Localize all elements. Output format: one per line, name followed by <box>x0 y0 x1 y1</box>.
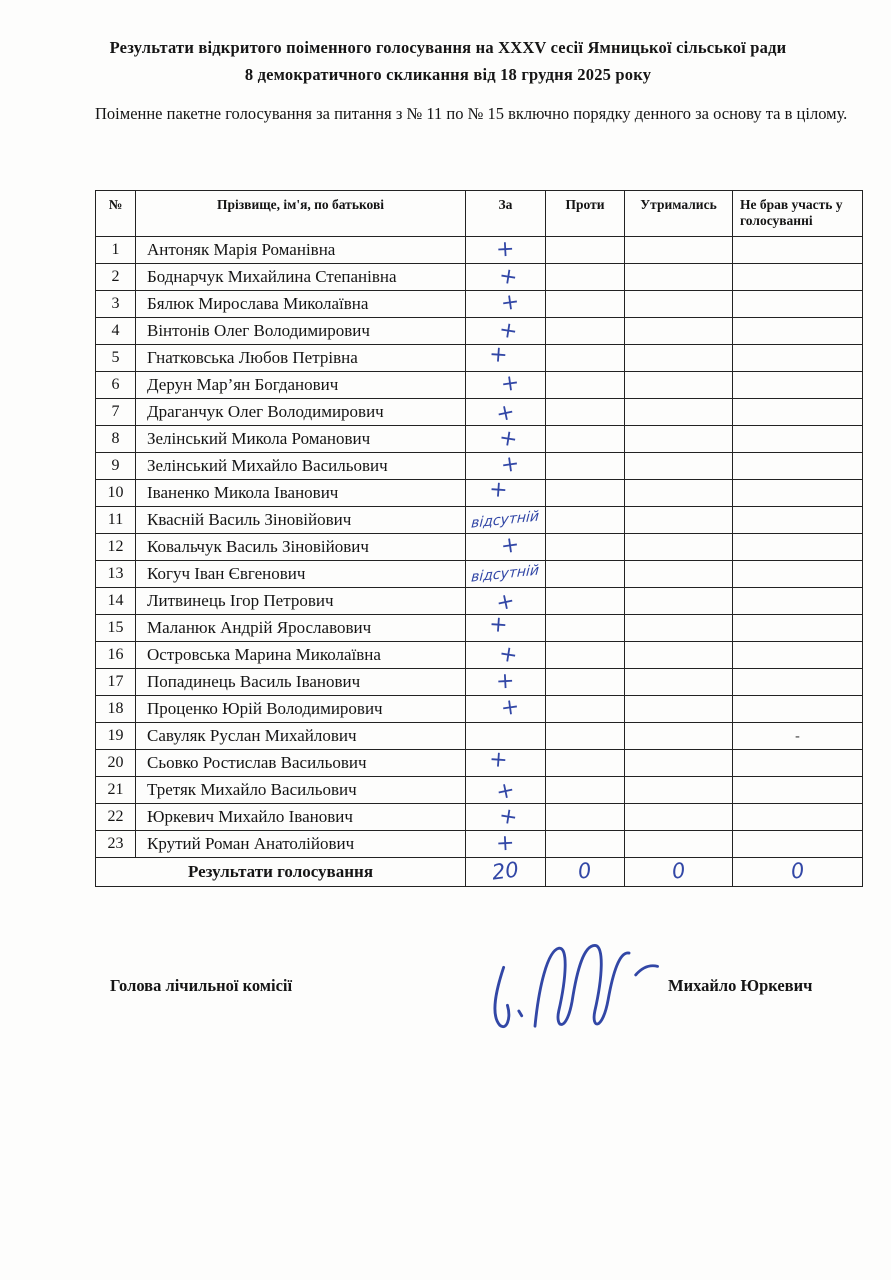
table-row <box>96 831 863 858</box>
vote-did-not-vote-cell <box>733 264 863 291</box>
vote-plus-mark: + <box>488 476 509 503</box>
vote-plus-mark: + <box>495 830 516 856</box>
header-for: За <box>466 191 546 237</box>
vote-for-cell <box>466 723 546 750</box>
vote-plus-mark: + <box>488 341 509 368</box>
vote-plus-mark: + <box>499 450 522 478</box>
vote-did-not-vote-cell <box>733 804 863 831</box>
vote-plus-mark: + <box>488 746 509 773</box>
vote-plus-mark: + <box>495 236 516 262</box>
table-row <box>96 345 863 372</box>
vote-for-cell <box>466 777 546 804</box>
document-title-line1: Результати відкритого поіменного голосування на XXXV сесії Ямницької сільської ради <box>109 38 787 57</box>
vote-plus-mark: + <box>497 316 520 345</box>
document-title-line2: 8 демократичного скликання від 18 грудня 2025 року <box>244 65 652 84</box>
table-row <box>96 588 863 615</box>
table-row <box>96 399 863 426</box>
row-number: 9 <box>96 453 136 480</box>
vote-against-cell <box>546 399 625 426</box>
table-row <box>96 696 863 723</box>
vote-plus-mark: + <box>488 611 509 638</box>
vote-against-cell <box>546 642 625 669</box>
vote-did-not-vote-cell <box>733 372 863 399</box>
vote-abstained-cell <box>625 507 733 534</box>
vote-did-not-vote-cell <box>733 777 863 804</box>
vote-did-not-vote-cell <box>733 345 863 372</box>
table-row <box>96 777 863 804</box>
deputy-name: Савуляк Руслан Михайлович <box>136 723 466 750</box>
vote-plus-mark: + <box>494 398 518 428</box>
vote-plus-mark: + <box>499 693 522 721</box>
deputy-name: Литвинець Ігор Петрович <box>136 588 466 615</box>
deputy-name: Гнатковська Любов Петрівна <box>136 345 466 372</box>
table-row <box>96 264 863 291</box>
vote-for-cell <box>466 804 546 831</box>
vote-did-not-vote-cell <box>733 480 863 507</box>
vote-for-cell <box>466 288 546 318</box>
vote-against-cell <box>546 777 625 804</box>
row-number: 4 <box>96 318 136 345</box>
vote-abstained-cell <box>625 480 733 507</box>
vote-did-not-vote-cell <box>733 453 863 480</box>
vote-for-cell <box>466 426 546 453</box>
row-number: 21 <box>96 777 136 804</box>
row-number: 2 <box>96 264 136 291</box>
row-number: 7 <box>96 399 136 426</box>
vote-against-cell <box>546 723 625 750</box>
vote-did-not-vote-cell <box>733 534 863 561</box>
table-row <box>96 291 863 318</box>
table-row <box>96 453 863 480</box>
deputy-name: Зелінський Михайло Васильович <box>136 453 466 480</box>
table-row <box>96 750 863 777</box>
vote-for-cell <box>466 531 546 561</box>
vote-did-not-vote-cell <box>733 426 863 453</box>
deputy-name: Крутий Роман Анатолійович <box>136 831 466 858</box>
header-number: № <box>96 191 136 237</box>
vote-plus-mark: + <box>495 668 516 694</box>
vote-against-cell <box>546 318 625 345</box>
vote-did-not-vote-cell <box>733 669 863 696</box>
vote-plus-mark: + <box>499 288 522 316</box>
vote-for-cell <box>466 831 546 858</box>
table-row <box>96 804 863 831</box>
table-header-row <box>96 191 863 237</box>
row-number: 19 <box>96 723 136 750</box>
vote-did-not-vote-cell <box>733 642 863 669</box>
row-number: 22 <box>96 804 136 831</box>
row-number: 3 <box>96 291 136 318</box>
vote-against-cell <box>546 237 625 264</box>
deputy-name: Островська Марина Миколаївна <box>136 642 466 669</box>
vote-abstained-cell <box>625 750 733 777</box>
vote-for-cell <box>466 693 546 723</box>
vote-against-cell <box>546 480 625 507</box>
table-row <box>96 426 863 453</box>
vote-against-cell <box>546 831 625 858</box>
deputy-name: Ковальчук Василь Зіновійович <box>136 534 466 561</box>
vote-for-cell <box>466 507 546 534</box>
row-number: 8 <box>96 426 136 453</box>
handwritten-absent-note: відсутній <box>471 508 540 532</box>
row-number: 15 <box>96 615 136 642</box>
vote-for-cell <box>466 476 546 507</box>
header-full-name: Прізвище, ім'я, по батькові <box>136 191 466 237</box>
deputy-name: Сьовко Ростислав Васильович <box>136 750 466 777</box>
handwritten-total-against: 0 <box>576 858 594 884</box>
vote-for-cell <box>466 341 546 372</box>
header-abstained: Утримались <box>625 191 733 237</box>
row-number: 10 <box>96 480 136 507</box>
vote-abstained-cell <box>625 372 733 399</box>
table-row <box>96 723 863 750</box>
deputy-name: Маланюк Андрій Ярославович <box>136 615 466 642</box>
table-row <box>96 237 863 264</box>
vote-against-cell <box>546 561 625 588</box>
deputy-name: Дерун Мар’ян Богданович <box>136 372 466 399</box>
deputy-name: Боднарчук Михайлина Степанівна <box>136 264 466 291</box>
vote-did-not-vote-cell <box>733 831 863 858</box>
table-row <box>96 615 863 642</box>
document-title <box>48 34 848 88</box>
voting-results-table <box>95 190 863 887</box>
vote-did-not-vote-cell <box>733 615 863 642</box>
vote-plus-mark: + <box>499 531 522 559</box>
table-row <box>96 318 863 345</box>
vote-for-cell <box>466 588 546 615</box>
commission-head-label: Голова лічильної комісії <box>110 976 293 995</box>
vote-for-cell <box>466 561 546 588</box>
vote-did-not-vote-cell <box>733 561 863 588</box>
results-abstained-cell <box>625 858 733 887</box>
vote-did-not-vote-cell <box>733 588 863 615</box>
vote-plus-mark: + <box>497 802 520 831</box>
vote-plus-mark: + <box>494 776 518 806</box>
table-row <box>96 480 863 507</box>
commission-head-name: Михайло Юркевич <box>668 976 813 995</box>
table-footer <box>96 858 863 887</box>
table-row <box>96 372 863 399</box>
vote-plus-mark: + <box>497 424 520 453</box>
deputy-name: Юркевич Михайло Іванович <box>136 804 466 831</box>
vote-abstained-cell <box>625 615 733 642</box>
row-number: 13 <box>96 561 136 588</box>
header-did-not-vote: Не брав участь у голосуванні <box>733 191 863 237</box>
table-row <box>96 669 863 696</box>
table-row <box>96 534 863 561</box>
vote-abstained-cell <box>625 453 733 480</box>
handwritten-signature-icon <box>478 932 668 1052</box>
deputy-name: Іваненко Микола Іванович <box>136 480 466 507</box>
vote-against-cell <box>546 291 625 318</box>
vote-plus-mark: + <box>499 369 522 397</box>
vote-did-not-vote-cell <box>733 291 863 318</box>
vote-abstained-cell <box>625 264 733 291</box>
vote-did-not-vote-cell <box>733 723 863 750</box>
vote-did-not-vote-cell <box>733 399 863 426</box>
signature-block <box>0 920 891 1080</box>
results-against-cell <box>546 858 625 887</box>
handwritten-total-did-not-vote: 0 <box>789 858 806 884</box>
vote-abstained-cell <box>625 804 733 831</box>
vote-plus-mark: + <box>497 640 520 669</box>
vote-for-cell <box>466 642 546 669</box>
vote-abstained-cell <box>625 399 733 426</box>
vote-against-cell <box>546 372 625 399</box>
row-number: 16 <box>96 642 136 669</box>
row-number: 1 <box>96 237 136 264</box>
vote-dash-mark: - <box>795 729 800 744</box>
deputy-name: Зелінський Микола Романович <box>136 426 466 453</box>
vote-did-not-vote-cell <box>733 507 863 534</box>
vote-abstained-cell <box>625 642 733 669</box>
table-header <box>96 191 863 237</box>
vote-against-cell <box>546 588 625 615</box>
deputy-name: Попадинець Василь Іванович <box>136 669 466 696</box>
vote-abstained-cell <box>625 723 733 750</box>
vote-plus-mark: + <box>497 262 520 291</box>
deputy-name: Бялюк Мирослава Миколаївна <box>136 291 466 318</box>
vote-for-cell <box>466 611 546 642</box>
vote-for-cell <box>466 399 546 426</box>
row-number: 5 <box>96 345 136 372</box>
table-row <box>96 642 863 669</box>
results-row <box>96 858 863 887</box>
vote-abstained-cell <box>625 426 733 453</box>
document-subtitle: Поіменне пакетне голосування за питання з № 11 по № 15 включно порядку денного за основу та в цілому. <box>95 104 848 123</box>
vote-for-cell <box>466 264 546 291</box>
vote-against-cell <box>546 750 625 777</box>
row-number: 11 <box>96 507 136 534</box>
vote-abstained-cell <box>625 831 733 858</box>
vote-for-cell <box>466 318 546 345</box>
vote-for-cell <box>466 237 546 264</box>
vote-against-cell <box>546 615 625 642</box>
deputy-name: Вінтонів Олег Володимирович <box>136 318 466 345</box>
vote-plus-mark: + <box>494 587 518 617</box>
vote-for-cell <box>466 450 546 480</box>
deputy-name: Третяк Михайло Васильович <box>136 777 466 804</box>
handwritten-absent-note: відсутній <box>471 562 540 586</box>
vote-against-cell <box>546 264 625 291</box>
vote-abstained-cell <box>625 291 733 318</box>
table-row <box>96 561 863 588</box>
vote-did-not-vote-cell <box>733 318 863 345</box>
vote-against-cell <box>546 696 625 723</box>
vote-for-cell <box>466 669 546 696</box>
row-number: 6 <box>96 372 136 399</box>
vote-abstained-cell <box>625 588 733 615</box>
vote-abstained-cell <box>625 696 733 723</box>
results-for-cell <box>466 858 546 887</box>
deputy-name: Когуч Іван Євгенович <box>136 561 466 588</box>
row-number: 14 <box>96 588 136 615</box>
vote-against-cell <box>546 345 625 372</box>
vote-abstained-cell <box>625 345 733 372</box>
vote-against-cell <box>546 507 625 534</box>
vote-against-cell <box>546 804 625 831</box>
row-number: 12 <box>96 534 136 561</box>
results-did-not-vote-cell <box>733 858 863 887</box>
results-label: Результати голосування <box>96 858 466 887</box>
deputy-name: Проценко Юрій Володимирович <box>136 696 466 723</box>
vote-for-cell <box>466 746 546 777</box>
vote-did-not-vote-cell <box>733 696 863 723</box>
deputy-name: Драганчук Олег Володимирович <box>136 399 466 426</box>
vote-did-not-vote-cell <box>733 750 863 777</box>
vote-against-cell <box>546 534 625 561</box>
vote-against-cell <box>546 426 625 453</box>
header-against: Проти <box>546 191 625 237</box>
row-number: 18 <box>96 696 136 723</box>
vote-did-not-vote-cell <box>733 237 863 264</box>
vote-abstained-cell <box>625 318 733 345</box>
vote-against-cell <box>546 453 625 480</box>
handwritten-total-for: 20 <box>490 857 521 885</box>
deputy-name: Антоняк Марія Романівна <box>136 237 466 264</box>
vote-abstained-cell <box>625 669 733 696</box>
vote-abstained-cell <box>625 237 733 264</box>
vote-abstained-cell <box>625 534 733 561</box>
vote-for-cell <box>466 369 546 399</box>
vote-abstained-cell <box>625 561 733 588</box>
handwritten-total-abstained: 0 <box>670 858 687 884</box>
row-number: 20 <box>96 750 136 777</box>
vote-against-cell <box>546 669 625 696</box>
row-number: 23 <box>96 831 136 858</box>
vote-abstained-cell <box>625 777 733 804</box>
table-body <box>96 237 863 858</box>
deputy-name: Квасній Василь Зіновійович <box>136 507 466 534</box>
row-number: 17 <box>96 669 136 696</box>
table-row <box>96 507 863 534</box>
